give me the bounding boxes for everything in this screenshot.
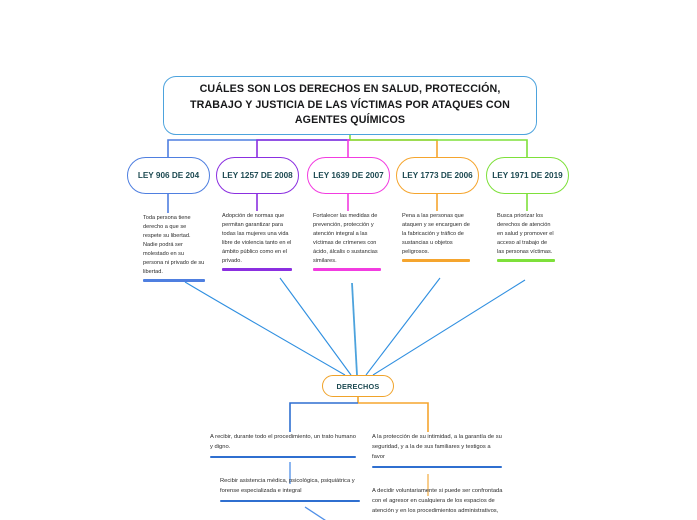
law-node-label: LEY 1257 DE 2008 bbox=[222, 170, 293, 180]
law-description-1639 bbox=[313, 212, 381, 271]
law-node-1773[interactable] bbox=[396, 157, 479, 194]
right-block-asistencia-medica bbox=[220, 477, 360, 502]
law-node-label: LEY 1639 DE 2007 bbox=[313, 170, 384, 180]
page-title: CUÁLES SON LOS DERECHOS EN SALUD, PROTECCIÓN, TRABAJO Y JUSTICIA DE LAS VÍCTIMAS POR ATAQUES CON AGENTES QUÍMICOS bbox=[190, 83, 510, 127]
law-node-1257[interactable] bbox=[216, 157, 299, 194]
law-description-rule bbox=[143, 279, 205, 281]
law-description-1773 bbox=[402, 212, 470, 262]
derechos-node-label: DERECHOS bbox=[336, 381, 380, 391]
law-node-1639[interactable] bbox=[307, 157, 390, 194]
law-description-text: Adopción de normas que permitan garantizar para todas las mujeres una vida libre de violencia tanto en el ámbito público como en el privado. bbox=[222, 213, 292, 265]
law-description-text: Pena a las personas que ataquen y se encarguen de la fabricación y tráfico de sustancias u objetos peligrosos. bbox=[402, 213, 470, 256]
derechos-node[interactable] bbox=[322, 375, 394, 397]
law-description-rule bbox=[222, 268, 292, 270]
law-node-1971[interactable] bbox=[486, 157, 569, 194]
right-block-rule bbox=[372, 466, 502, 468]
law-node-label: LEY 1971 DE 2019 bbox=[492, 170, 563, 180]
right-block-text: A recibir, durante todo el procedimiento, un trato humano y digno. bbox=[210, 434, 356, 450]
law-description-rule bbox=[402, 259, 470, 261]
right-block-intimidad bbox=[372, 433, 502, 468]
title-node bbox=[163, 76, 537, 135]
law-node-label: LEY 906 DE 204 bbox=[137, 170, 200, 180]
law-description-1971 bbox=[497, 212, 555, 262]
right-block-rule bbox=[210, 456, 356, 458]
law-description-906 bbox=[143, 214, 205, 282]
right-block-text: A la protección de su intimidad, a la garantía de su seguridad, y a la de sus familiares y testigos a favor bbox=[372, 434, 502, 460]
right-block-text: Recibir asistencia médica, psicológica, psiquiátrica y forense especializada e integral bbox=[220, 478, 355, 494]
right-block-text: A decidir voluntariamente si puede ser confrontada con el agresor en cualquiera de los espacios de atención y en los procedimientos administrativos, bbox=[372, 488, 503, 514]
law-node-906[interactable] bbox=[127, 157, 210, 194]
law-description-text: Toda persona tiene derecho a que se respete su libertad. Nadie podrá ser molestado en su persona ni privado de su libertad. bbox=[143, 215, 205, 276]
right-block-rule bbox=[220, 500, 360, 502]
right-block-trato-digno bbox=[210, 433, 356, 458]
law-description-rule bbox=[497, 259, 555, 261]
law-node-label: LEY 1773 DE 2006 bbox=[402, 170, 473, 180]
law-description-text: Busca priorizar los derechos de atención en salud y promover el acceso al trabajo de las personas víctimas. bbox=[497, 213, 554, 256]
right-block-confrontacion bbox=[372, 487, 505, 517]
law-description-1257 bbox=[222, 212, 292, 271]
law-description-text: Fortalecer las medidas de prevención, protección y atención integral a las víctimas de crímenes con ácido, álcalis o sustancias similares. bbox=[313, 213, 378, 265]
law-description-rule bbox=[313, 268, 381, 270]
